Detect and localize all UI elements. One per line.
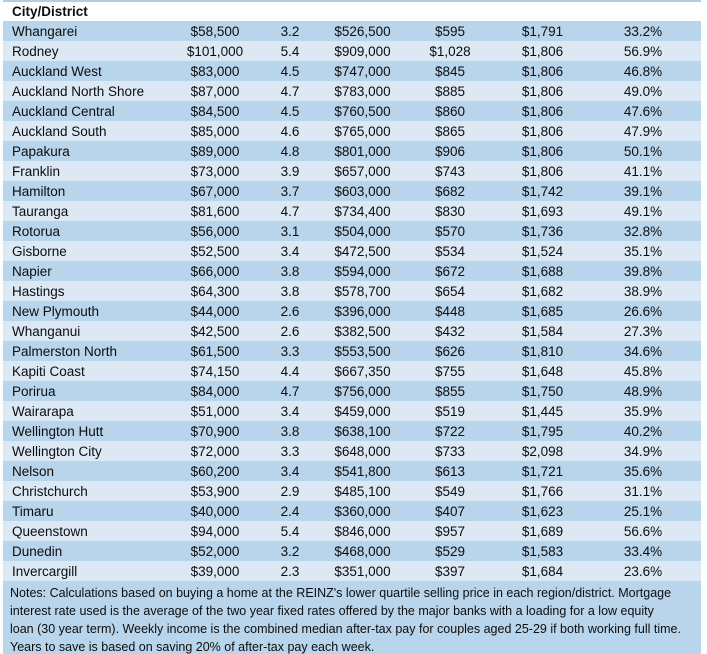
city-cell: Whanganui [12,323,81,339]
table-cell: $51,000 [190,403,240,419]
table-cell: 3.3 [280,343,300,359]
table-cell: 3.4 [280,243,300,259]
table-cell: $1,583 [521,543,564,559]
table-cell: $1,623 [521,503,564,519]
table-row [3,461,701,481]
table-cell: 34.9% [623,443,663,459]
table-cell: $84,000 [190,383,240,399]
table-cell: $578,700 [334,283,391,299]
table-cell: 35.9% [623,403,663,419]
table-cell: 3.8 [280,283,300,299]
table-cell: $783,000 [334,83,391,99]
table-cell: $860 [434,103,466,119]
table-cell: $747,000 [334,63,391,79]
city-cell: Wellington Hutt [12,423,104,439]
table-cell: 4.7 [280,203,300,219]
table-row [3,181,701,201]
table-cell: $360,000 [334,503,391,519]
city-cell: Franklin [12,163,61,179]
table-cell: $1,689 [521,523,564,539]
table-cell: 3.7 [280,183,300,199]
table-cell: $654 [434,283,466,299]
table-cell: $468,000 [334,543,391,559]
table-cell: $1,806 [521,83,564,99]
table-notes [3,581,701,654]
table-cell: 3.3 [280,443,300,459]
table-row [3,81,701,101]
city-cell: Porirua [12,383,56,399]
table-cell: $1,806 [521,63,564,79]
table-cell: $1,791 [521,23,564,39]
table-row [3,541,701,561]
city-cell: Hamilton [12,183,66,199]
table-cell: $1,806 [521,103,564,119]
table-cell: $549 [434,483,466,499]
table-cell: $743 [434,163,466,179]
table-cell: $101,000 [186,43,244,59]
table-cell: $855 [434,383,466,399]
table-cell: $396,000 [334,303,391,319]
housing-affordability-table [3,0,701,654]
table-cell: 40.2% [623,423,663,439]
table-row [3,501,701,521]
table-row [3,61,701,81]
table-cell: $94,000 [190,523,240,539]
table-cell: 46.8% [623,63,663,79]
table-cell: $1,806 [521,43,564,59]
table-cell: $1,810 [521,343,564,359]
table-cell: 4.6 [280,123,300,139]
city-cell: Palmerston North [12,343,118,359]
city-cell: Christchurch [12,483,88,499]
table-cell: $526,500 [334,23,391,39]
table-cell: $81,600 [190,203,240,219]
table-cell: 2.9 [280,483,300,499]
table-cell: $84,500 [190,103,240,119]
city-cell: Dunedin [12,543,63,559]
city-cell: New Plymouth [12,303,100,319]
table-cell: $1,685 [521,303,564,319]
table-cell: 27.3% [623,323,663,339]
table-cell: 4.5 [280,63,300,79]
table-cell: $1,028 [429,43,471,59]
table-cell: $830 [434,203,466,219]
table-cell: 3.9 [280,163,300,179]
table-row [3,421,701,441]
city-cell: Gisborne [12,243,67,259]
table-cell: $74,150 [190,363,240,379]
table-cell: 50.1% [623,143,663,159]
table-cell: $885 [434,83,466,99]
table-cell: $648,000 [334,443,391,459]
city-cell: Tauranga [12,203,69,219]
table-cell: $865 [434,123,466,139]
table-row [3,441,701,461]
table-cell: $44,000 [190,303,240,319]
table-row [3,221,701,241]
table-cell: 4.4 [280,363,300,379]
table-cell: 49.1% [623,203,663,219]
table-cell: $70,900 [190,423,240,439]
city-cell: Rotorua [12,223,61,239]
table-cell: $541,800 [334,463,391,479]
table-row [3,21,701,41]
city-cell: Wairarapa [12,403,74,419]
table-cell: $1,742 [521,183,564,199]
city-cell: Hastings [12,283,65,299]
table-cell: $485,100 [334,483,391,499]
notes-text-line: interest rate used is the average of the two year fixed rates offered by the major banks with a loading for a low equity [10,604,654,618]
table-cell: 45.8% [623,363,663,379]
table-cell: $594,000 [334,263,391,279]
table-cell: 39.8% [623,263,663,279]
table-row [3,121,701,141]
table-row [3,381,701,401]
table-cell: $722 [434,423,466,439]
table-cell: $73,000 [190,163,240,179]
city-cell: Wellington City [12,443,102,459]
table-cell: $1,584 [521,323,564,339]
table-cell: 35.1% [623,243,663,259]
table-cell: 56.9% [623,43,663,59]
table-cell: $52,000 [190,543,240,559]
table-cell: $56,000 [190,223,240,239]
city-cell: Auckland Central [12,103,115,119]
city-cell: Nelson [12,463,55,479]
table-cell: $1,795 [521,423,564,439]
city-cell: Invercargill [12,563,78,579]
table-header-row [3,2,701,21]
table-cell: 41.1% [623,163,663,179]
table-cell: 47.9% [623,123,663,139]
table-cell: $53,900 [190,483,240,499]
table-cell: $626 [434,343,466,359]
table-cell: $472,500 [334,243,391,259]
table-cell: 26.6% [623,303,663,319]
table-cell: 4.8 [280,143,300,159]
table-row [3,301,701,321]
table-cell: $1,721 [521,463,564,479]
table-cell: $595 [434,23,466,39]
table-cell: 31.1% [623,483,663,499]
table-cell: $39,000 [190,563,240,579]
table-row [3,361,701,381]
table-cell: $553,500 [334,343,391,359]
table-cell: 23.6% [623,563,663,579]
table-cell: 5.4 [280,523,300,539]
table-cell: $448 [434,303,466,319]
table-row [3,281,701,301]
table-cell: $756,000 [334,383,391,399]
table-cell: $42,500 [190,323,240,339]
table-cell: $529 [434,543,466,559]
table-cell: $504,000 [334,223,391,239]
city-cell: Auckland West [12,63,102,79]
column-header-city-district: City/District [12,4,88,19]
table-cell: $1,682 [521,283,564,299]
table-cell: 38.9% [623,283,663,299]
table-cell: $66,000 [190,263,240,279]
table-row [3,341,701,361]
table-cell: $61,500 [190,343,240,359]
table-cell: $1,445 [521,403,564,419]
table-cell: $1,648 [521,363,564,379]
table-cell: $382,500 [334,323,391,339]
city-cell: Queenstown [12,523,88,539]
table-cell: 2.4 [280,503,300,519]
table-row [3,101,701,121]
table-cell: $60,200 [190,463,240,479]
table-cell: $801,000 [334,143,391,159]
table-cell: $407 [434,503,466,519]
table-cell: $667,350 [334,363,391,379]
table-row [3,241,701,261]
table-cell: 32.8% [623,223,663,239]
table-cell: $755 [434,363,466,379]
table-cell: $351,000 [334,563,391,579]
table-cell: 5.4 [280,43,300,59]
table-cell: $83,000 [190,63,240,79]
table-cell: 4.7 [280,383,300,399]
table-cell: $432 [434,323,466,339]
table-cell: 47.6% [623,103,663,119]
notes-text-line: Notes: Calculations based on buying a home at the REINZ's lower quartile selling price in each region/district. Mortgage [10,586,672,600]
table-cell: $72,000 [190,443,240,459]
table-cell: $67,000 [190,183,240,199]
city-cell: Rodney [12,43,59,59]
table-row [3,401,701,421]
table-cell: 4.5 [280,103,300,119]
table-cell: $87,000 [190,83,240,99]
table-cell: $1,688 [521,263,564,279]
table-row [3,561,701,581]
table-cell: $957 [434,523,466,539]
table-row [3,261,701,281]
table-cell: $58,500 [190,23,240,39]
table-cell: 3.2 [280,23,300,39]
table-cell: $733 [434,443,466,459]
table-cell: $638,100 [334,423,391,439]
table-cell: 2.3 [280,563,300,579]
table-row [3,201,701,221]
table-cell: $765,000 [334,123,391,139]
city-cell: Papakura [12,143,70,159]
table-cell: $846,000 [334,523,391,539]
table-cell: 3.4 [280,403,300,419]
table-cell: $682 [434,183,466,199]
table-cell: $672 [434,263,466,279]
table-cell: 56.6% [623,523,663,539]
city-cell: Timaru [12,503,54,519]
table-cell: $570 [434,223,466,239]
table-cell: $1,524 [521,243,564,259]
table-cell: $89,000 [190,143,240,159]
table-row [3,521,701,541]
table-cell: $64,300 [190,283,240,299]
table-cell: $760,500 [334,103,391,119]
table-cell: 33.2% [623,23,663,39]
table-cell: $397 [434,563,466,579]
table-cell: 3.8 [280,423,300,439]
table-row [3,161,701,181]
city-cell: Whangarei [12,23,78,39]
table-cell: $1,806 [521,123,564,139]
city-cell: Auckland South [12,123,107,139]
table-cell: 48.9% [623,383,663,399]
table-cell: $40,000 [190,503,240,519]
table-cell: $1,806 [521,163,564,179]
table-cell: $534 [434,243,466,259]
table-cell: $1,766 [521,483,564,499]
table-cell: $734,400 [334,203,391,219]
table-cell: $459,000 [334,403,391,419]
notes-text-line: Years to save is based on saving 20% of after-tax pay each week. [10,640,375,654]
table-cell: 3.4 [280,463,300,479]
table-cell: $1,750 [521,383,564,399]
table-cell: $519 [434,403,466,419]
table-cell: $613 [434,463,466,479]
table-cell: 25.1% [623,503,663,519]
table-row [3,481,701,501]
notes-text-line: loan (30 year term). Weekly income is the combined median after-tax pay for couples aged 25-29 if both working full time. [10,622,681,636]
city-cell: Napier [12,263,52,279]
table-cell: $1,806 [521,143,564,159]
table-body [3,21,701,581]
table-cell: 3.2 [280,543,300,559]
table-cell: 39.1% [623,183,663,199]
table-cell: $603,000 [334,183,391,199]
table-cell: $657,000 [334,163,391,179]
table-cell: 2.6 [280,323,300,339]
table-cell: 35.6% [623,463,663,479]
table-cell: 49.0% [623,83,663,99]
table-cell: 3.8 [280,263,300,279]
city-cell: Kapiti Coast [12,363,85,379]
table-cell: $1,736 [521,223,564,239]
table-cell: 4.7 [280,83,300,99]
table-row [3,321,701,341]
table-cell: $2,098 [521,443,564,459]
table-cell: $1,693 [521,203,564,219]
table-cell: 33.4% [623,543,663,559]
table-cell: $909,000 [334,43,391,59]
table-cell: 2.6 [280,303,300,319]
table-cell: $1,684 [521,563,564,579]
table-row [3,141,701,161]
table-cell: 3.1 [280,223,300,239]
table-cell: $906 [434,143,466,159]
table-cell: 34.6% [623,343,663,359]
table-row [3,41,701,61]
table-cell: $85,000 [190,123,240,139]
city-cell: Auckland North Shore [12,83,145,99]
table-cell: $52,500 [190,243,240,259]
table-cell: $845 [434,63,466,79]
